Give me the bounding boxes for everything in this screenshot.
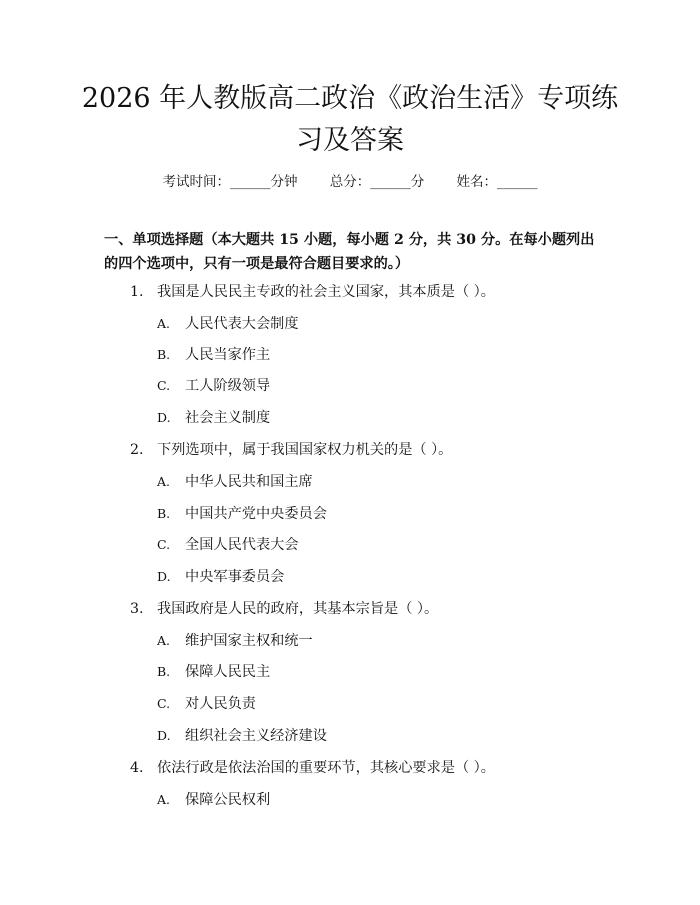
question-2 (130, 440, 452, 460)
question-number: 4. (130, 760, 144, 776)
option-text: 工人阶级领导 (185, 378, 271, 394)
section-heading: 一、单项选择题（本大题共 15 小题，每小题 2 分，共 30 分。在每小题列出的四个选项中，只有一项是最符合题目要求的。） (104, 232, 595, 272)
option-letter: A. (157, 633, 171, 648)
option-2c (157, 535, 299, 555)
question-text: 依法行政是依法治国的重要环节，其核心要求是（ ）。 (157, 760, 495, 776)
option-letter: B. (157, 347, 171, 362)
option-text: 维护国家主权和统一 (185, 633, 313, 649)
option-4a (157, 790, 270, 810)
option-text: 组织社会主义经济建设 (185, 728, 327, 744)
option-text: 人民代表大会制度 (185, 316, 299, 332)
option-1c (157, 376, 270, 396)
question-text: 下列选项中，属于我国国家权力机关的是（ ）。 (157, 442, 453, 458)
question-number: 2. (130, 442, 144, 458)
option-3b (157, 662, 270, 682)
option-text: 中国共产党中央委员会 (185, 506, 327, 522)
option-letter: C. (157, 537, 171, 552)
option-1a (157, 314, 299, 334)
option-text: 保障公民权利 (185, 792, 271, 808)
option-text: 对人民负责 (185, 696, 256, 712)
option-text: 保障人民民主 (185, 664, 271, 680)
option-letter: A. (157, 792, 171, 807)
option-letter: B. (157, 664, 171, 679)
option-text: 全国人民代表大会 (185, 537, 299, 553)
option-letter: A. (157, 474, 171, 489)
option-letter: D. (157, 410, 171, 425)
option-2b (157, 504, 327, 524)
option-text: 人民当家作主 (185, 347, 271, 363)
question-4 (130, 758, 495, 778)
exam-score: 总分：______分 (329, 174, 425, 190)
option-letter: B. (157, 506, 171, 521)
question-number: 3. (130, 601, 144, 617)
exam-meta (0, 170, 700, 190)
title-line-2: 习及答案 (296, 125, 404, 156)
option-text: 中华人民共和国主席 (185, 474, 313, 490)
question-3 (130, 599, 438, 619)
option-text: 社会主义制度 (185, 410, 271, 426)
option-letter: D. (157, 728, 171, 743)
option-3d (157, 726, 327, 746)
option-2a (157, 472, 313, 492)
option-letter: A. (157, 316, 171, 331)
exam-name: 姓名：______ (456, 174, 538, 190)
option-3c (157, 694, 256, 714)
option-letter: C. (157, 378, 171, 393)
exam-time: 考试时间：______分钟 (162, 174, 298, 190)
question-text: 我国政府是人民的政府，其基本宗旨是（ ）。 (157, 601, 439, 617)
option-letter: D. (157, 569, 171, 584)
option-letter: C. (157, 696, 171, 711)
option-text: 中央军事委员会 (185, 569, 285, 585)
option-3a (157, 631, 313, 651)
question-number: 1. (130, 284, 144, 300)
option-1b (157, 345, 270, 365)
question-1 (130, 282, 495, 302)
document-title (60, 78, 640, 162)
title-line-1: 2026 年人教版高二政治《政治生活》专项练 (81, 83, 619, 114)
option-2d (157, 567, 284, 587)
option-1d (157, 408, 270, 428)
question-text: 我国是人民民主专政的社会主义国家，其本质是（ ）。 (157, 284, 495, 300)
